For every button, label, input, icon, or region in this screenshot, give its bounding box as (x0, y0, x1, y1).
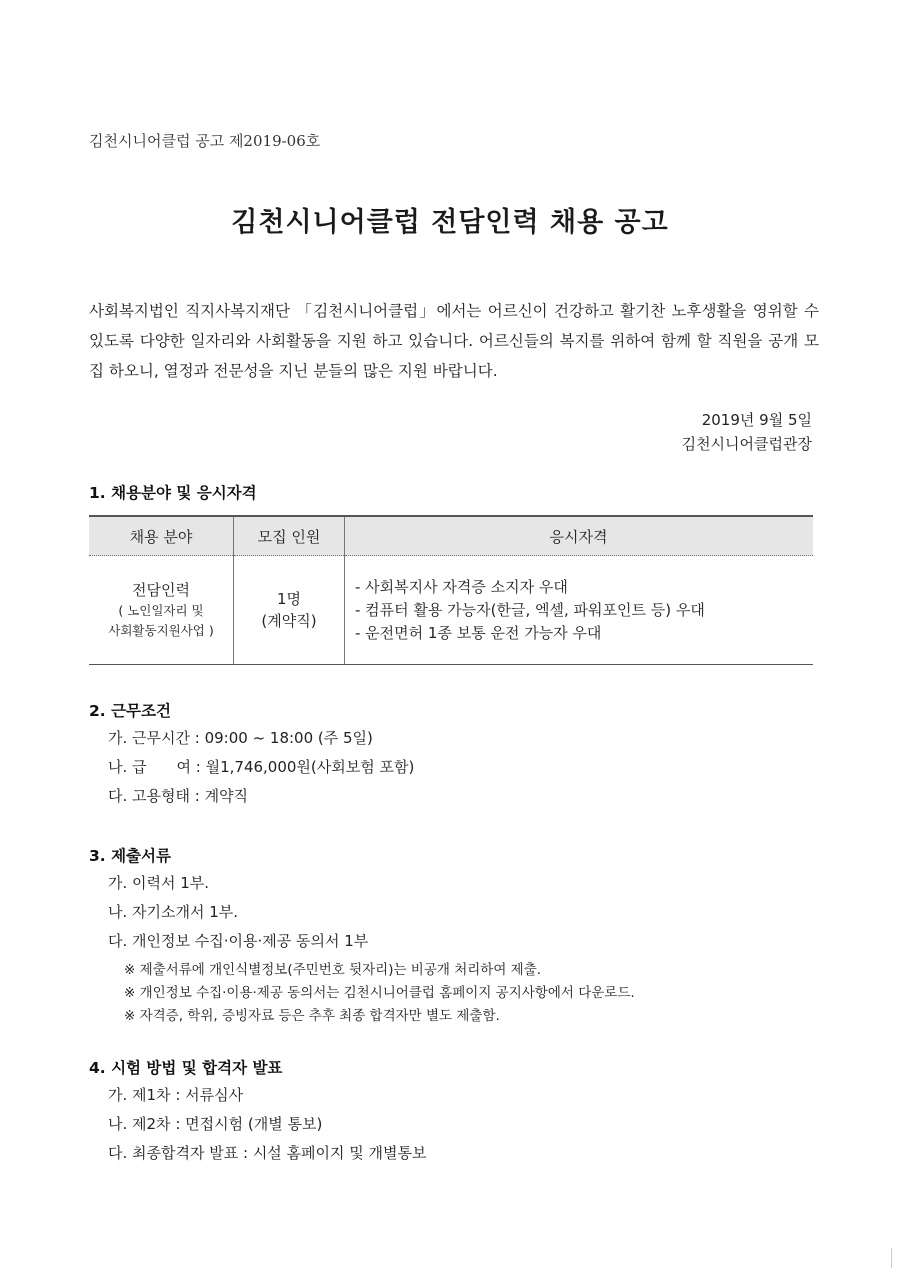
field-sub-1: ( 노인일자리 및 (118, 603, 204, 618)
cell-qualifications (345, 556, 814, 665)
field-main: 전담인력 (132, 581, 190, 599)
intro-paragraph: 사회복지법인 직지사복지재단 「김천시니어클럽」에서는 어르신이 건강하고 활기찬 노후생활을 영위할 수 있도록 다양한 일자리와 사회활동을 지원 하고 있습니다. 어르신들의 복지를 위하여 함께 할 직원을 공개 모집 하오니, 열정과 전문성을 지닌 분들의 많은 지원 바랍니다. (89, 302, 819, 380)
note-item: ※ 자격증, 학위, 증빙자료 등은 추후 최종 합격자만 별도 제출함. (124, 1008, 500, 1024)
issuer-name: 김천시니어클럽관장 (681, 435, 812, 453)
qualification-list (355, 576, 812, 645)
list-item: - 사회복지사 자격증 소지자 우대 (355, 577, 568, 596)
issue-block (682, 408, 812, 456)
list-item: 가. 이력서 1부. (108, 874, 210, 892)
documents-notes (124, 959, 635, 1028)
section-2-title: 2. 근무조건 (89, 702, 171, 720)
count-value: 1명 (276, 590, 302, 608)
list-item: - 컴퓨터 활용 가능자(한글, 엑셀, 파워포인트 등) 우대 (355, 600, 705, 619)
section-1-title: 1. 채용분야 및 응시자격 (89, 484, 257, 502)
header-qualification: 응시자격 (345, 516, 814, 556)
page-title: 김천시니어클럽 전담인력 채용 공고 (231, 207, 669, 238)
section-3-title: 3. 제출서류 (89, 847, 171, 865)
work-conditions-list (108, 724, 414, 811)
header-field: 채용 분야 (89, 516, 234, 556)
list-item: 나. 급 여 : 월1,746,000원(사회보험 포함) (108, 758, 415, 776)
table-header-row (89, 516, 813, 556)
cell-field (89, 556, 234, 665)
cell-count (234, 556, 345, 665)
table-row (89, 556, 813, 665)
list-item: 가. 근무시간 : 09:00 ~ 18:00 (주 5일) (108, 729, 373, 747)
documents-list (108, 869, 368, 956)
field-sub-2: 사회활동지원사업 ) (108, 623, 214, 638)
list-item: 나. 제2차 : 면접시험 (개별 통보) (108, 1115, 323, 1133)
recruitment-table (89, 515, 813, 665)
section-4-title: 4. 시험 방법 및 합격자 발표 (89, 1059, 283, 1077)
scan-edge-mark (891, 1248, 892, 1268)
list-item: - 운전면허 1종 보통 운전 가능자 우대 (355, 623, 602, 642)
header-count: 모집 인원 (234, 516, 345, 556)
list-item: 나. 자기소개서 1부. (108, 903, 239, 921)
notice-number: 김천시니어클럽 공고 제2019-06호 (89, 132, 321, 150)
list-item: 다. 개인정보 수집·이용·제공 동의서 1부 (108, 932, 369, 950)
list-item: 다. 고용형태 : 계약직 (108, 787, 249, 805)
list-item: 가. 제1차 : 서류심사 (108, 1086, 244, 1104)
exam-method-list (108, 1081, 427, 1168)
count-type: (계약직) (261, 612, 317, 630)
issue-date: 2019년 9월 5일 (701, 411, 812, 429)
note-item: ※ 제출서류에 개인식별정보(주민번호 뒷자리)는 비공개 처리하여 제출. (124, 962, 542, 978)
list-item: 다. 최종합격자 발표 : 시설 홈페이지 및 개별통보 (108, 1144, 427, 1162)
note-item: ※ 개인정보 수집·이용·제공 동의서는 김천시니어클럽 홈페이지 공지사항에서 다운로드. (124, 985, 635, 1001)
